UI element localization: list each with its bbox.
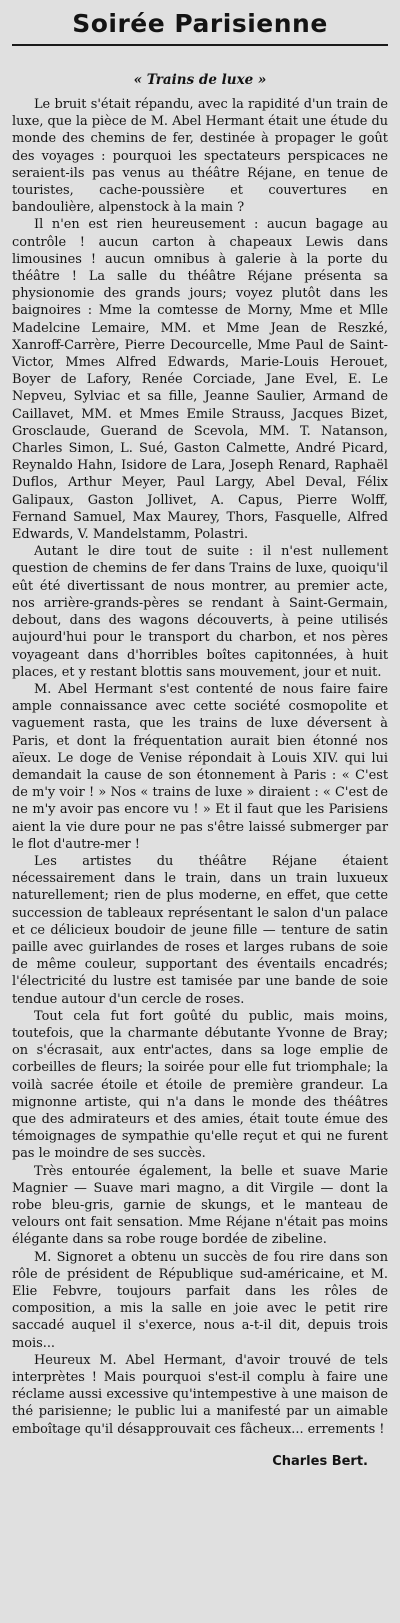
paragraph: M. Signoret a obtenu un succès de fou rire dans son rôle de président de République sud-américaine, et M. Elie Febvre, toujours parfait dans les rôles de composition, a mis la salle en joie avec le petit rire saccadé auquel il s'exerce, nous a-t-il dit, depuis trois mois... <box>12 1249 388 1351</box>
author-signature: Charles Bert. <box>272 1453 368 1469</box>
article-body <box>12 96 388 1438</box>
paragraph: M. Abel Hermant s'est contenté de nous faire faire ample connaissance avec cette société cosmopolite et vaguement rasta, que les trains de luxe déversent à Paris, et dont la fréquentation aurait bien étonné nos aïeux. Le doge de Venise répondait à Louis XIV. qui lui demandait la cause de son étonnement à Paris : « C'est de m'y voir ! » Nos « trains de luxe » diraient : « C'est de ne m'y avoir pas encore vu ! » Et il faut que les Parisiens aient la vie dure pour ne pas s'être laissé submerger par le flot d'autre-mer ! <box>12 681 388 852</box>
paragraph: Tout cela fut fort goûté du public, mais moins, toutefois, que la charmante débutante Yvonne de Bray; on s'écrasait, aux entr'actes, dans sa loge emplie de corbeilles de fleurs; la soirée pour elle fut triomphale; la voilà sacrée étoile et étoile de première grandeur. La mignonne artiste, qui n'a dans le monde des théâtres que des admirateurs et des amies, était toute émue des témoignages de sympathie qu'elle reçut et qui ne furent pas le moindre de ses succès. <box>12 1008 388 1162</box>
paragraph: Très entourée également, la belle et suave Marie Magnier — Suave mari magno, a dit Virgile — dont la robe bleu-gris, garnie de skungs, et le manteau de velours ont fait sensation. Mme Réjane n'était pas moins élégante dans sa robe rouge bordée de zibeline. <box>12 1163 388 1248</box>
paragraph: Le bruit s'était répandu, avec la rapidité d'un train de luxe, que la pièce de M. Abel Hermant était une étude du monde des chemins de fer, destinée à propager le goût des voyages : pourquoi les spectateurs perspicaces ne seraient-ils pas venus au théâtre Réjane, en tenue de touristes, cache-poussière et couvertures en bandoulière, alpenstock à la main ? <box>12 97 388 216</box>
paragraph: Heureux M. Abel Hermant, d'avoir trouvé de tels interprètes ! Mais pourquoi s'est-il complu à faire une réclame aussi excessive qu'intempestive à une maison de thé parisienne; le public lui a manifesté par un aimable emboîtage qu'il désapprouvait ces fâcheux... errements ! <box>12 1352 388 1437</box>
title-underline <box>12 44 388 46</box>
paragraph: Il n'en est rien heureusement : aucun bagage au contrôle ! aucun carton à chapeaux Lewis dans limousines ! aucun omnibus à galerie à la porte du théâtre ! La salle du théâtre Réjane présenta sa physionomie des grands jours; voyez plutôt dans les baignoires : Mme la comtesse de Morny, Mme et Mlle Madelcine Lemaire, MM. et Mme Jean de Reszké, Xanroff-Carrère, Pierre Decourcelle, Mme Paul de Saint-Victor, Mmes Alfred Edwards, Marie-Louis Herouet, Boyer de Lafory, Renée Corciade, Jane Evel, E. Le Nepveu, Sylviac et sa fille, Jeanne Saulier, Armand de Caillavet, MM. et Mmes Emile Strauss, Jacques Bizet, Grosclaude, Guerand de Scevola, MM. T. Natanson, Charles Simon, L. Sué, Gaston Calmette, André Picard, Reynaldo Hahn, Isidore de Lara, Joseph Renard, Raphaël Duflos, Arthur Meyer, Paul Largy, Abel Deval, Félix Galipaux, Gaston Jollivet, A. Capus, Pierre Wolff, Fernand Samuel, Max Maurey, Thors, Fasquelle, Alfred Edwards, V. Mandelstamm, Polastri. <box>12 217 388 543</box>
paragraph: Les artistes du théâtre Réjane étaient nécessairement dans le train, dans un train luxueux naturellement; rien de plus moderne, en effet, que cette succession de tableaux représentant le salon d'un palace et ce délicieux boudoir de jeune fille — tenture de satin paille avec guirlandes de roses et larges rubans de soie de même couleur, supportant des éventails encadrés; l'électricité du lustre est tamisée par une bande de soie tendue autour d'un cercle de roses. <box>12 853 388 1007</box>
article-subtitle: « Trains de luxe » <box>133 72 267 88</box>
column-title: Soirée Parisienne <box>72 9 328 38</box>
paragraph: Autant le dire tout de suite : il n'est nullement question de chemins de fer dans Trains de luxe, quoiqu'il eût été divertissant de nous montrer, au premier acte, nos arrière-grands-pères se rendant à Saint-Germain, debout, dans des wagons découverts, à peine utilisés aujourd'hui pour le transport du charbon, et nos pères voyageant dans d'horribles boîtes capitonnées, à huit places, et y restant blottis sans mouvement, jour et nuit. <box>12 544 388 680</box>
